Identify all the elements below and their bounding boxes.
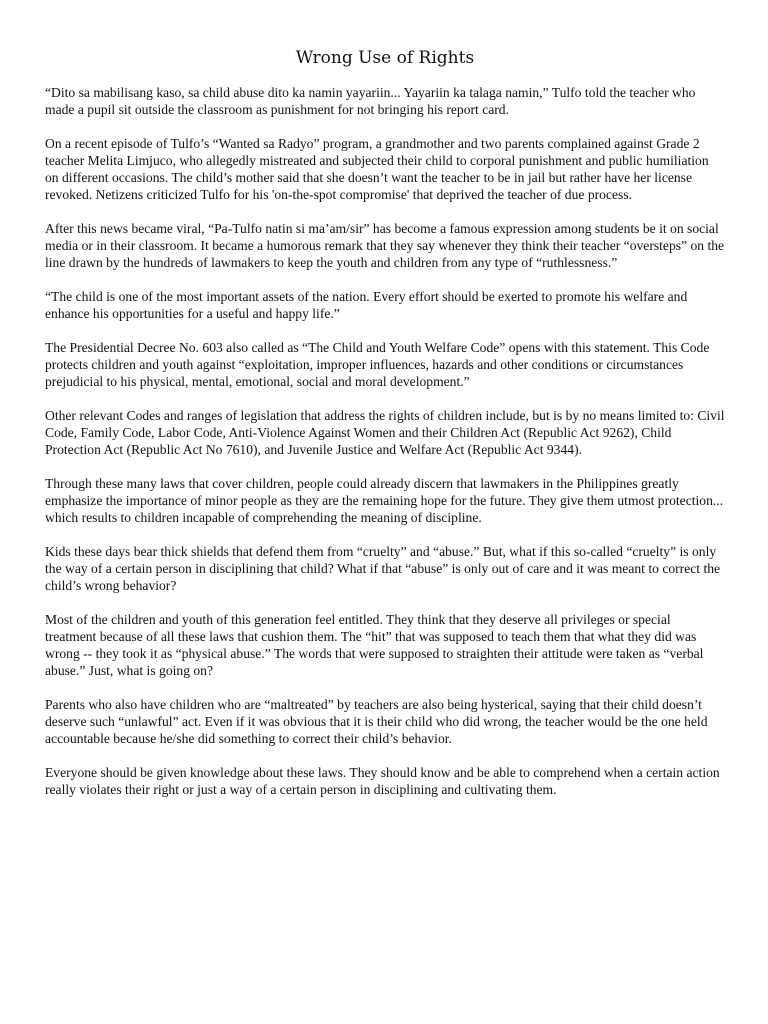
paragraph-3: After this news became viral, “Pa-Tulfo natin si ma’am/sir” has become a famous expression among students be it on social media or in their classroom. It became a humorous remark that they say whenever they think their teacher “oversteps” on the line drawn by the hundreds of lawmakers to keep the youth and children from any type of “ruthlessness.” <box>45 221 725 270</box>
document-title: Wrong Use of Rights <box>295 48 475 68</box>
paragraph-6: Other relevant Codes and ranges of legislation that address the rights of children include, but is by no means limited to: Civil Code, Family Code, Labor Code, Anti-Violence Against Women and their Children Act (Republic Act 9262), Child Protection Act (Republic Act No 7610), and Juvenile Justice and Welfare Act (Republic Act 9344). <box>45 408 725 457</box>
paragraph-10: Parents who also have children who are “maltreated” by teachers are also being hysterical, saying that their child doesn’t deserve such “unlawful” act. Even if it was obvious that it is their child who did wrong, the teacher would be the one held accountable because he/she did something to correct their child’s behavior. <box>45 697 708 746</box>
paragraph-2: On a recent episode of Tulfo’s “Wanted sa Radyo” program, a grandmother and two parents complained against Grade 2 teacher Melita Limjuco, who allegedly mistreated and subjected their child to corporal punishment and public humiliation on different occasions. The child’s mother said that she doesn’t want the teacher to be in jail but rather have her license revoked. Netizens criticized Tulfo for his 'on-the-spot compromise' that deprived the teacher of due process. <box>45 136 709 202</box>
paragraph-1: “Dito sa mabilisang kaso, sa child abuse dito ka namin yayariin... Yayariin ka talaga namin,” Tulfo told the teacher who made a pupil sit outside the classroom as punishment for not bringing his report card. <box>45 85 696 117</box>
document-page <box>45 46 725 815</box>
paragraph-4: “The child is one of the most important assets of the nation. Every effort should be exerted to promote his welfare and enhance his opportunities for a useful and happy life.” <box>45 289 688 321</box>
paragraph-5: The Presidential Decree No. 603 also called as “The Child and Youth Welfare Code” opens with this statement. This Code protects children and youth against “exploitation, improper influences, hazards and other conditions or circumstances prejudicial to his physical, mental, emotional, social and moral development.” <box>45 340 710 389</box>
paragraph-9: Most of the children and youth of this generation feel entitled. They think that they deserve all privileges or special treatment because of all these laws that cushion them. The “hit” that was supposed to teach them that what they did was wrong -- they took it as “physical abuse.” The words that were supposed to straighten their attitude were taken as “verbal abuse.” Just, what is going on? <box>45 612 704 678</box>
paragraph-7: Through these many laws that cover children, people could already discern that lawmakers in the Philippines greatly emphasize the importance of minor people as they are the remaining hope for the future. They give them utmost protection... which results to children incapable of comprehending the meaning of discipline. <box>45 476 724 525</box>
paragraph-11: Everyone should be given knowledge about these laws. They should know and be able to comprehend when a certain action really violates their right or just a way of a certain person in disciplining and cultivating them. <box>45 765 720 797</box>
paragraph-8: Kids these days bear thick shields that defend them from “cruelty” and “abuse.” But, what if this so-called “cruelty” is only the way of a certain person in disciplining that child? What if that “abuse” is only out of care and it was meant to correct the child’s wrong behavior? <box>45 544 721 593</box>
